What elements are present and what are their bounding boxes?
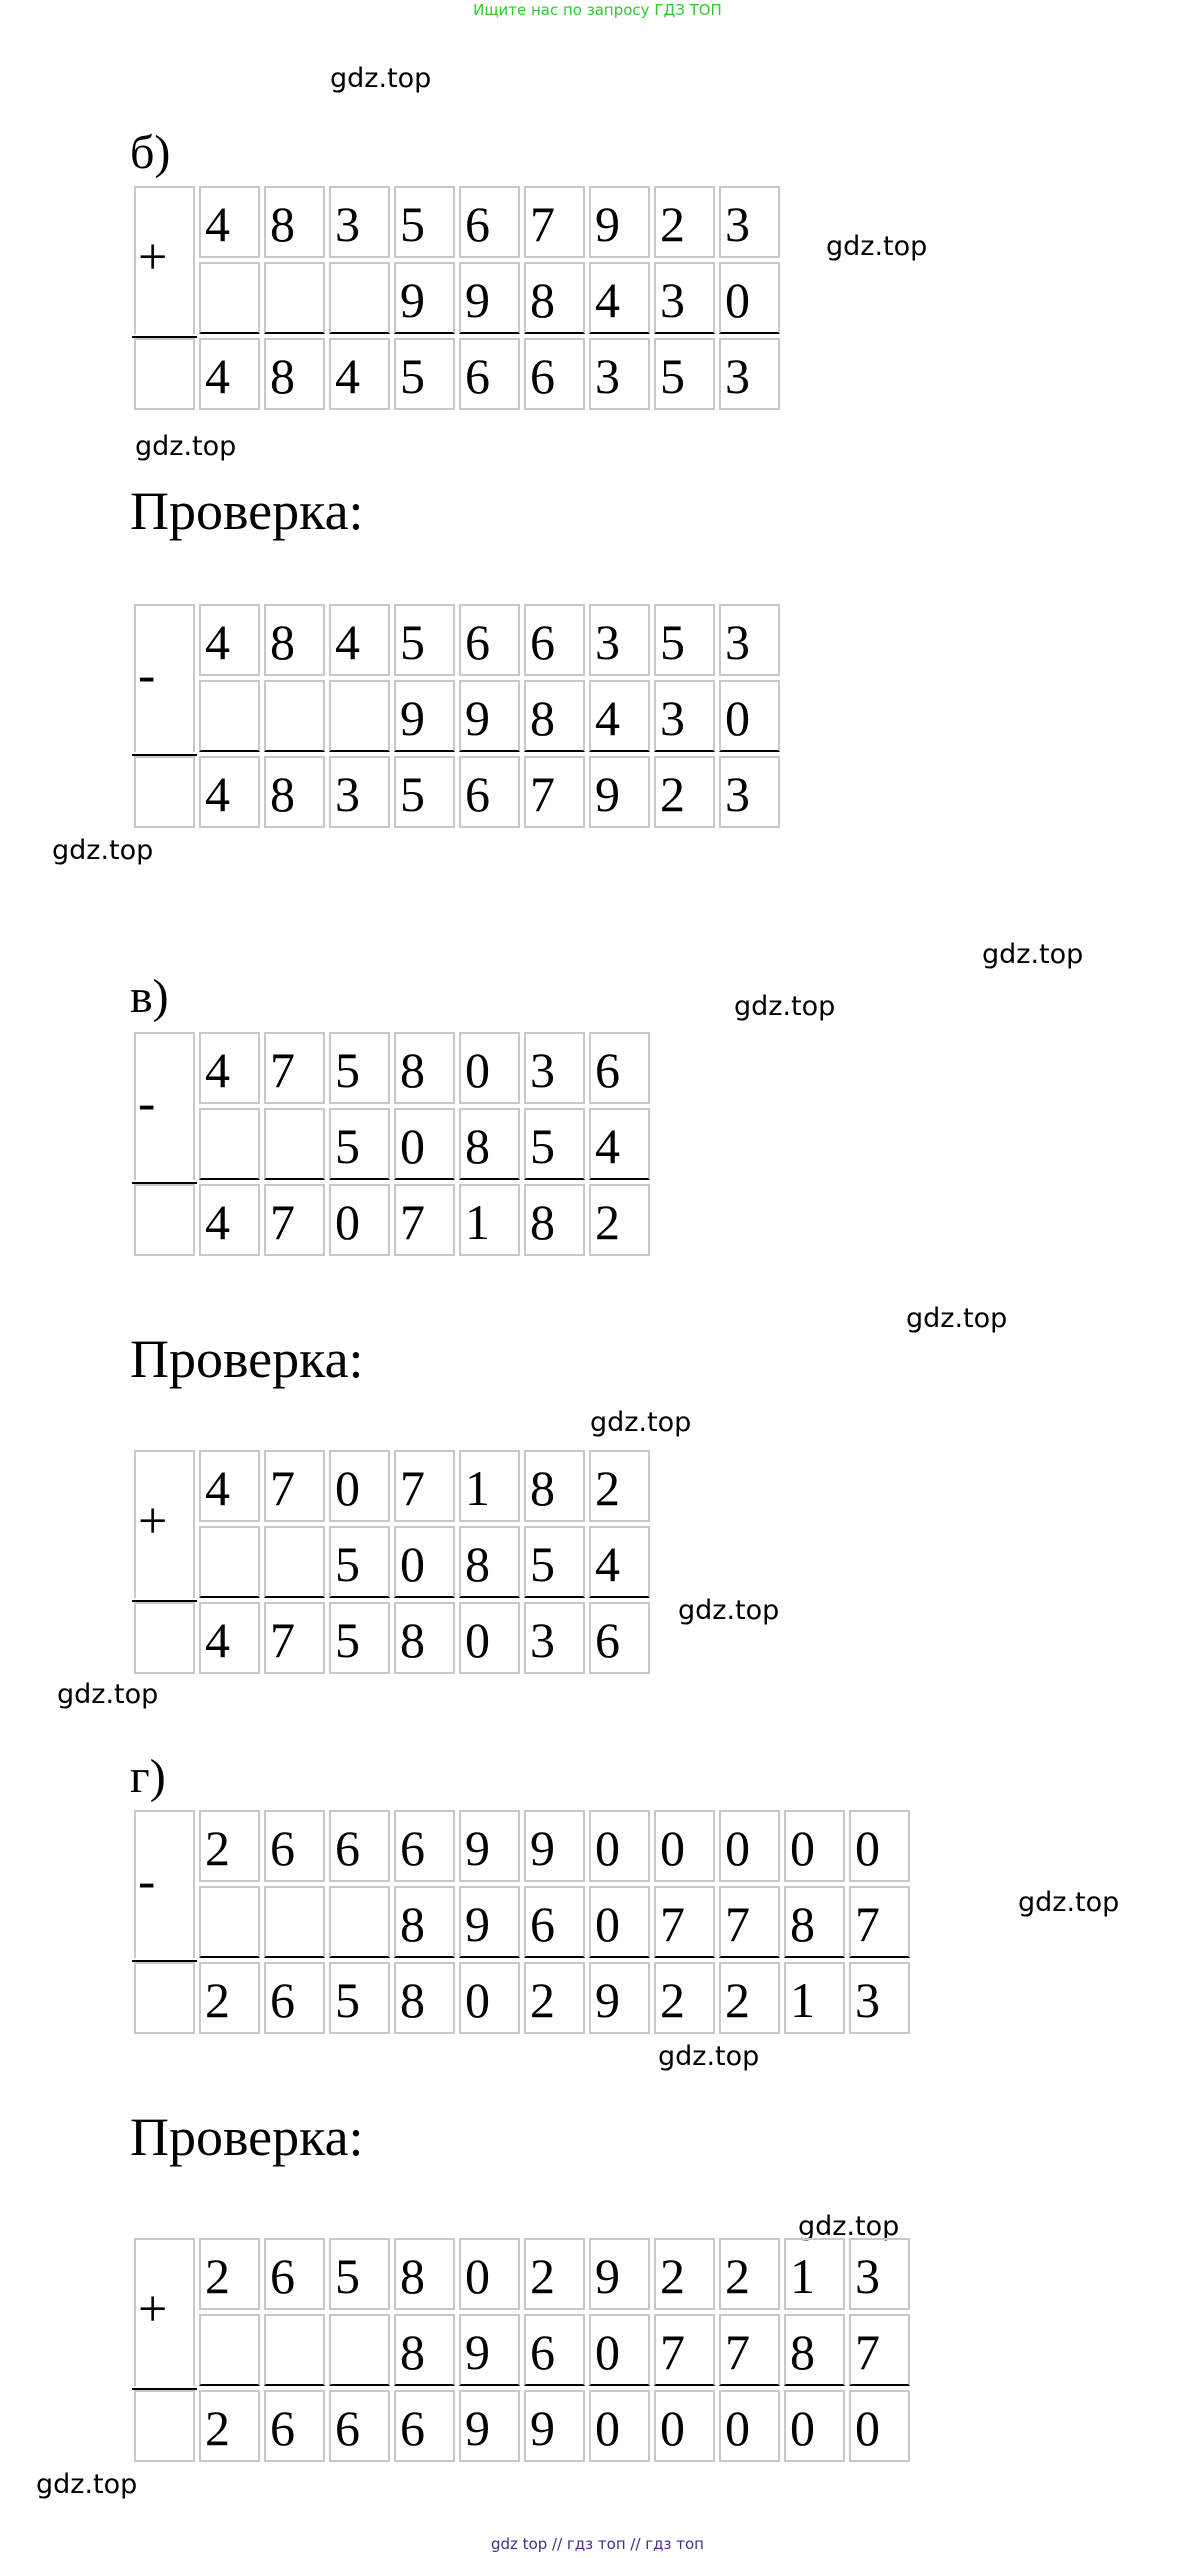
digit-cell: 9 <box>394 680 455 752</box>
digit-cell: 4 <box>329 338 390 410</box>
digit-cell: 9 <box>589 186 650 258</box>
operation-symbol: - <box>138 1853 156 1910</box>
digit-cell <box>199 680 260 752</box>
digit-cell: 5 <box>394 756 455 828</box>
digit-cell: 6 <box>264 2390 325 2462</box>
digit-cell: 8 <box>264 338 325 410</box>
operation-sign <box>132 1448 197 1676</box>
digit-cell: 7 <box>849 2314 910 2386</box>
digit-cell: 9 <box>394 262 455 334</box>
digit-cell <box>329 1886 390 1958</box>
watermark: gdz.top <box>36 2469 138 2500</box>
digit-cell: 0 <box>784 1810 845 1882</box>
digit-cell: 7 <box>264 1450 325 1522</box>
digit-cell: 6 <box>264 1810 325 1882</box>
watermark: gdz.top <box>1018 1887 1120 1918</box>
digit-cell: 1 <box>459 1184 520 1256</box>
digit-cell: 3 <box>329 756 390 828</box>
digit-cell: 9 <box>459 1886 520 1958</box>
watermark: gdz.top <box>734 991 836 1022</box>
digit-cell: 6 <box>524 1886 585 1958</box>
digit-cell: 0 <box>719 1810 780 1882</box>
digit-cell: 4 <box>199 604 260 676</box>
footer-links[interactable]: gdz top // гдз топ // гдз топ <box>491 2535 704 2553</box>
digit-cell: 2 <box>654 756 715 828</box>
digit-cell: 9 <box>459 1810 520 1882</box>
digit-cell: 0 <box>849 1810 910 1882</box>
digit-cell: 5 <box>329 1526 390 1598</box>
check-label-b: Проверка: <box>130 481 364 541</box>
digit-cell: 0 <box>784 2390 845 2462</box>
digit-cell <box>264 2314 325 2386</box>
section-letter-v: в) <box>130 970 169 1023</box>
digit-cell: 3 <box>719 756 780 828</box>
digit-cell: 8 <box>784 1886 845 1958</box>
digit-cell: 0 <box>394 1526 455 1598</box>
digit-cell: 0 <box>459 2238 520 2310</box>
digit-cell: 9 <box>524 1810 585 1882</box>
digit-cell: 2 <box>654 2238 715 2310</box>
digit-cell: 0 <box>589 1886 650 1958</box>
watermark: gdz.top <box>982 939 1084 970</box>
digit-cell: 0 <box>459 1962 520 2034</box>
digit-cell: 6 <box>394 2390 455 2462</box>
watermark: gdz.top <box>590 1407 692 1438</box>
digit-cell: 0 <box>589 2390 650 2462</box>
digit-cell: 0 <box>459 1032 520 1104</box>
column-arithmetic-v <box>132 1030 652 1258</box>
digit-cell: 0 <box>329 1450 390 1522</box>
digit-cell <box>199 262 260 334</box>
digit-cell: 3 <box>589 338 650 410</box>
digit-cell: 3 <box>654 680 715 752</box>
digit-cell: 8 <box>524 680 585 752</box>
digit-cell: 6 <box>264 2238 325 2310</box>
digit-cell: 8 <box>264 186 325 258</box>
digit-cell: 6 <box>459 604 520 676</box>
digit-cell: 7 <box>264 1032 325 1104</box>
digit-cell: 6 <box>329 1810 390 1882</box>
check-label-v: Проверка: <box>130 1329 364 1389</box>
operation-symbol: + <box>138 2281 168 2338</box>
digit-cell: 8 <box>459 1526 520 1598</box>
watermark: gdz.top <box>906 1303 1008 1334</box>
digit-cell: 0 <box>849 2390 910 2462</box>
digit-cell: 5 <box>329 1108 390 1180</box>
digit-cell: 0 <box>719 2390 780 2462</box>
digit-cell: 4 <box>589 262 650 334</box>
operation-symbol: - <box>138 1075 156 1132</box>
operation-sign <box>132 184 197 412</box>
digit-cell: 4 <box>199 756 260 828</box>
digit-cell: 9 <box>459 2314 520 2386</box>
digit-cell: 5 <box>654 338 715 410</box>
digit-cell: 2 <box>524 1962 585 2034</box>
column-arithmetic-g-check <box>132 2236 912 2464</box>
digit-cell: 6 <box>459 756 520 828</box>
digit-cell: 8 <box>524 262 585 334</box>
digit-cell: 5 <box>329 1962 390 2034</box>
digit-cell: 8 <box>394 2314 455 2386</box>
digit-cell: 5 <box>394 186 455 258</box>
column-arithmetic-g <box>132 1808 912 2036</box>
digit-cell: 7 <box>719 1886 780 1958</box>
watermark: gdz.top <box>826 231 928 262</box>
digit-cell: 6 <box>589 1032 650 1104</box>
digit-cell: 2 <box>199 2390 260 2462</box>
operation-sign <box>132 1030 197 1258</box>
digit-cell <box>264 262 325 334</box>
digit-cell: 4 <box>199 186 260 258</box>
digit-cell: 5 <box>329 2238 390 2310</box>
digit-cell: 0 <box>459 1602 520 1674</box>
digit-cell: 9 <box>589 1962 650 2034</box>
digit-cell: 1 <box>784 2238 845 2310</box>
digit-cell: 4 <box>199 1450 260 1522</box>
digit-cell: 3 <box>849 2238 910 2310</box>
operation-sign <box>132 602 197 830</box>
digit-cell: 6 <box>524 604 585 676</box>
column-arithmetic-b-check <box>132 602 782 830</box>
operation-sign <box>132 2236 197 2464</box>
digit-cell <box>199 1886 260 1958</box>
digit-cell: 2 <box>589 1184 650 1256</box>
digit-cell <box>264 1108 325 1180</box>
digit-cell: 8 <box>394 1886 455 1958</box>
digit-cell: 3 <box>719 186 780 258</box>
digit-cell: 6 <box>264 1962 325 2034</box>
digit-cell: 9 <box>459 680 520 752</box>
operation-symbol: - <box>138 647 156 704</box>
digit-cell: 6 <box>329 2390 390 2462</box>
digit-cell: 7 <box>654 2314 715 2386</box>
digit-cell: 5 <box>524 1108 585 1180</box>
column-arithmetic-b <box>132 184 782 412</box>
digit-cell: 0 <box>654 2390 715 2462</box>
digit-cell: 6 <box>524 338 585 410</box>
digit-cell: 0 <box>719 680 780 752</box>
digit-cell: 0 <box>654 1810 715 1882</box>
digit-cell: 2 <box>199 1810 260 1882</box>
watermark: gdz.top <box>52 835 154 866</box>
digit-cell: 4 <box>589 680 650 752</box>
digit-cell: 9 <box>589 2238 650 2310</box>
digit-cell: 8 <box>264 756 325 828</box>
digit-cell: 8 <box>394 1962 455 2034</box>
digit-cell: 8 <box>394 1602 455 1674</box>
digit-cell: 5 <box>394 338 455 410</box>
operation-symbol: + <box>138 1493 168 1550</box>
digit-cell: 3 <box>654 262 715 334</box>
digit-cell: 4 <box>199 1602 260 1674</box>
digit-cell: 2 <box>719 1962 780 2034</box>
digit-cell: 0 <box>329 1184 390 1256</box>
digit-cell: 5 <box>329 1602 390 1674</box>
digit-cell: 7 <box>264 1602 325 1674</box>
digit-cell: 7 <box>394 1450 455 1522</box>
digit-cell: 3 <box>524 1602 585 1674</box>
digit-cell: 5 <box>394 604 455 676</box>
digit-cell: 3 <box>589 604 650 676</box>
digit-cell: 7 <box>849 1886 910 1958</box>
digit-cell: 7 <box>394 1184 455 1256</box>
digit-cell: 5 <box>329 1032 390 1104</box>
digit-cell <box>199 2314 260 2386</box>
digit-cell: 2 <box>199 2238 260 2310</box>
digit-cell: 9 <box>589 756 650 828</box>
digit-cell: 7 <box>719 2314 780 2386</box>
column-arithmetic-v-check <box>132 1448 652 1676</box>
digit-cell: 4 <box>199 338 260 410</box>
digit-cell: 3 <box>849 1962 910 2034</box>
digit-cell: 3 <box>329 186 390 258</box>
digit-cell <box>199 1108 260 1180</box>
digit-cell: 8 <box>394 1032 455 1104</box>
watermark: gdz.top <box>658 2041 760 2072</box>
digit-cell: 3 <box>719 338 780 410</box>
digit-cell: 2 <box>524 2238 585 2310</box>
digit-cell: 6 <box>394 1810 455 1882</box>
digit-cell: 5 <box>654 604 715 676</box>
check-label-g: Проверка: <box>130 2107 364 2167</box>
digit-cell: 3 <box>524 1032 585 1104</box>
digit-cell <box>329 2314 390 2386</box>
digit-cell: 8 <box>524 1184 585 1256</box>
digit-cell <box>264 1886 325 1958</box>
digit-cell: 6 <box>459 186 520 258</box>
digit-cell: 4 <box>589 1108 650 1180</box>
section-letter-b: б) <box>130 126 171 179</box>
search-hint-header[interactable]: Ищите нас по запросу ГДЗ ТОП <box>473 1 722 19</box>
watermark: gdz.top <box>57 1679 159 1710</box>
digit-cell: 1 <box>459 1450 520 1522</box>
digit-cell: 3 <box>719 604 780 676</box>
digit-cell: 7 <box>524 756 585 828</box>
section-letter-g: г) <box>130 1750 166 1803</box>
digit-cell: 7 <box>264 1184 325 1256</box>
digit-cell: 6 <box>589 1602 650 1674</box>
digit-cell: 6 <box>459 338 520 410</box>
operation-symbol: + <box>138 229 168 286</box>
digit-cell: 9 <box>524 2390 585 2462</box>
digit-cell: 8 <box>524 1450 585 1522</box>
digit-cell: 2 <box>654 1962 715 2034</box>
watermark: gdz.top <box>330 63 432 94</box>
digit-cell: 7 <box>524 186 585 258</box>
digit-cell <box>329 262 390 334</box>
digit-cell: 0 <box>719 262 780 334</box>
digit-cell: 4 <box>199 1184 260 1256</box>
digit-cell: 8 <box>264 604 325 676</box>
digit-cell: 7 <box>654 1886 715 1958</box>
digit-cell: 4 <box>589 1526 650 1598</box>
operation-sign <box>132 1808 197 2036</box>
digit-cell: 2 <box>654 186 715 258</box>
digit-cell: 8 <box>394 2238 455 2310</box>
digit-cell <box>329 680 390 752</box>
digit-cell: 9 <box>459 2390 520 2462</box>
digit-cell <box>264 1526 325 1598</box>
digit-cell: 4 <box>199 1032 260 1104</box>
watermark: gdz.top <box>798 2211 900 2242</box>
digit-cell: 4 <box>329 604 390 676</box>
digit-cell: 2 <box>589 1450 650 1522</box>
digit-cell: 9 <box>459 262 520 334</box>
watermark: gdz.top <box>678 1595 780 1626</box>
watermark: gdz.top <box>135 431 237 462</box>
digit-cell: 2 <box>199 1962 260 2034</box>
digit-cell: 8 <box>784 2314 845 2386</box>
digit-cell: 0 <box>589 1810 650 1882</box>
digit-cell: 2 <box>719 2238 780 2310</box>
digit-cell <box>199 1526 260 1598</box>
digit-cell <box>264 680 325 752</box>
digit-cell: 0 <box>589 2314 650 2386</box>
digit-cell: 0 <box>394 1108 455 1180</box>
digit-cell: 6 <box>524 2314 585 2386</box>
digit-cell: 1 <box>784 1962 845 2034</box>
digit-cell: 5 <box>524 1526 585 1598</box>
digit-cell: 8 <box>459 1108 520 1180</box>
